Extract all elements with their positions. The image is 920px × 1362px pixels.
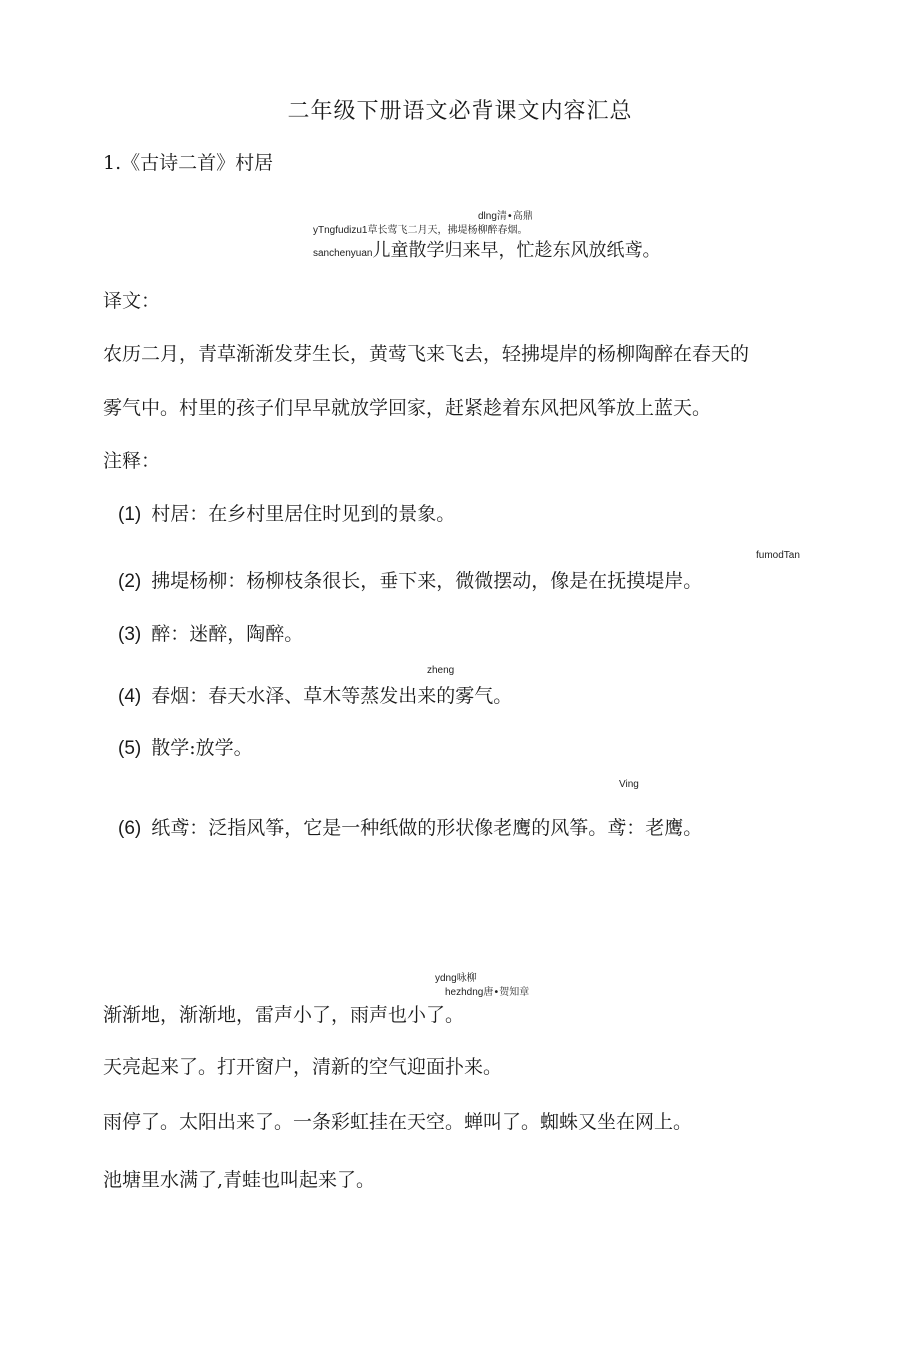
poem2-author: 唐•贺知章 xyxy=(483,987,530,998)
note-number: (5) xyxy=(118,738,142,759)
poem-line-1 xyxy=(313,221,527,236)
note-item xyxy=(118,499,455,526)
poem2-title-line xyxy=(435,969,477,984)
section-heading-1: 1.《古诗二首》村居 xyxy=(103,152,274,174)
poem2-author-pinyin: hezhdng xyxy=(445,987,484,998)
paragraph: 雨停了。太阳出来了。一条彩虹挂在天空。蝉叫了。蜘蛛又坐在网上。 xyxy=(103,1111,693,1133)
page-title: 二年级下册语文必背课文内容汇总 xyxy=(287,99,633,124)
poem2-title-pinyin: ydng xyxy=(435,973,457,984)
poem-line-2-pinyin: sanchenyuan xyxy=(313,248,373,259)
note-number: (1) xyxy=(118,504,142,525)
poem-author-line xyxy=(478,207,533,222)
note-number: (3) xyxy=(118,624,142,645)
note-item xyxy=(118,566,702,593)
translation-line-2: 雾气中。村里的孩子们早早就放学回家，赶紧趁着东风把风筝放上蓝天。 xyxy=(103,397,712,419)
note-item xyxy=(118,681,512,708)
translation-label: 译文： xyxy=(103,290,161,312)
poem2-author-line xyxy=(445,983,529,998)
notes-label: 注释： xyxy=(103,450,161,472)
note-item xyxy=(118,813,702,840)
note-number: (6) xyxy=(118,818,142,839)
poem2-title: 咏柳 xyxy=(456,973,477,984)
poem-line-1-pinyin: yTngfudizu1 xyxy=(313,225,368,236)
note-number: (4) xyxy=(118,686,142,707)
note-item xyxy=(118,733,253,760)
note-pinyin: zheng xyxy=(427,665,455,676)
note-item xyxy=(118,619,303,646)
poem-author: 清•高鼎 xyxy=(496,211,533,222)
paragraph: 天亮起来了。打开窗户，清新的空气迎面扑来。 xyxy=(103,1056,503,1078)
translation-line-1: 农历二月，青草渐渐发芽生长，黄莺飞来飞去，轻拂堤岸的杨柳陶醉在春天的 xyxy=(103,343,750,365)
note-text: 春烟：春天水泽、草木等蒸发出来的雾气。 xyxy=(151,685,513,707)
note-text: 醉：迷醉，陶醉。 xyxy=(151,623,304,645)
note-number: (2) xyxy=(118,571,142,592)
poem-author-pinyin: dlng xyxy=(478,211,497,222)
note-text: 村居：在乡村里居住时见到的景象。 xyxy=(151,503,456,525)
note-text: 拂堤杨柳：杨柳枝条很长，垂下来，微微摆动，像是在抚摸堤岸。 xyxy=(151,570,703,592)
poem-line-2 xyxy=(313,236,661,262)
note-pinyin: Ving xyxy=(619,779,639,790)
poem-line-2-text: 儿童散学归来早，忙趁东风放纸鸢。 xyxy=(372,240,661,261)
note-pinyin: fumodTan xyxy=(756,550,800,561)
poem-line-1-text: 草长莺飞二月天，拂堤杨柳醉春烟。 xyxy=(367,225,528,236)
paragraph: 渐渐地，渐渐地，雷声小了，雨声也小了。 xyxy=(103,1004,465,1026)
paragraph: 池塘里水满了,青蛙也叫起来了。 xyxy=(103,1169,376,1191)
note-text: 散学:放学。 xyxy=(151,737,253,759)
note-text: 纸鸢：泛指风筝，它是一种纸做的形状像老鹰的风筝。鸢：老鹰。 xyxy=(151,817,703,839)
